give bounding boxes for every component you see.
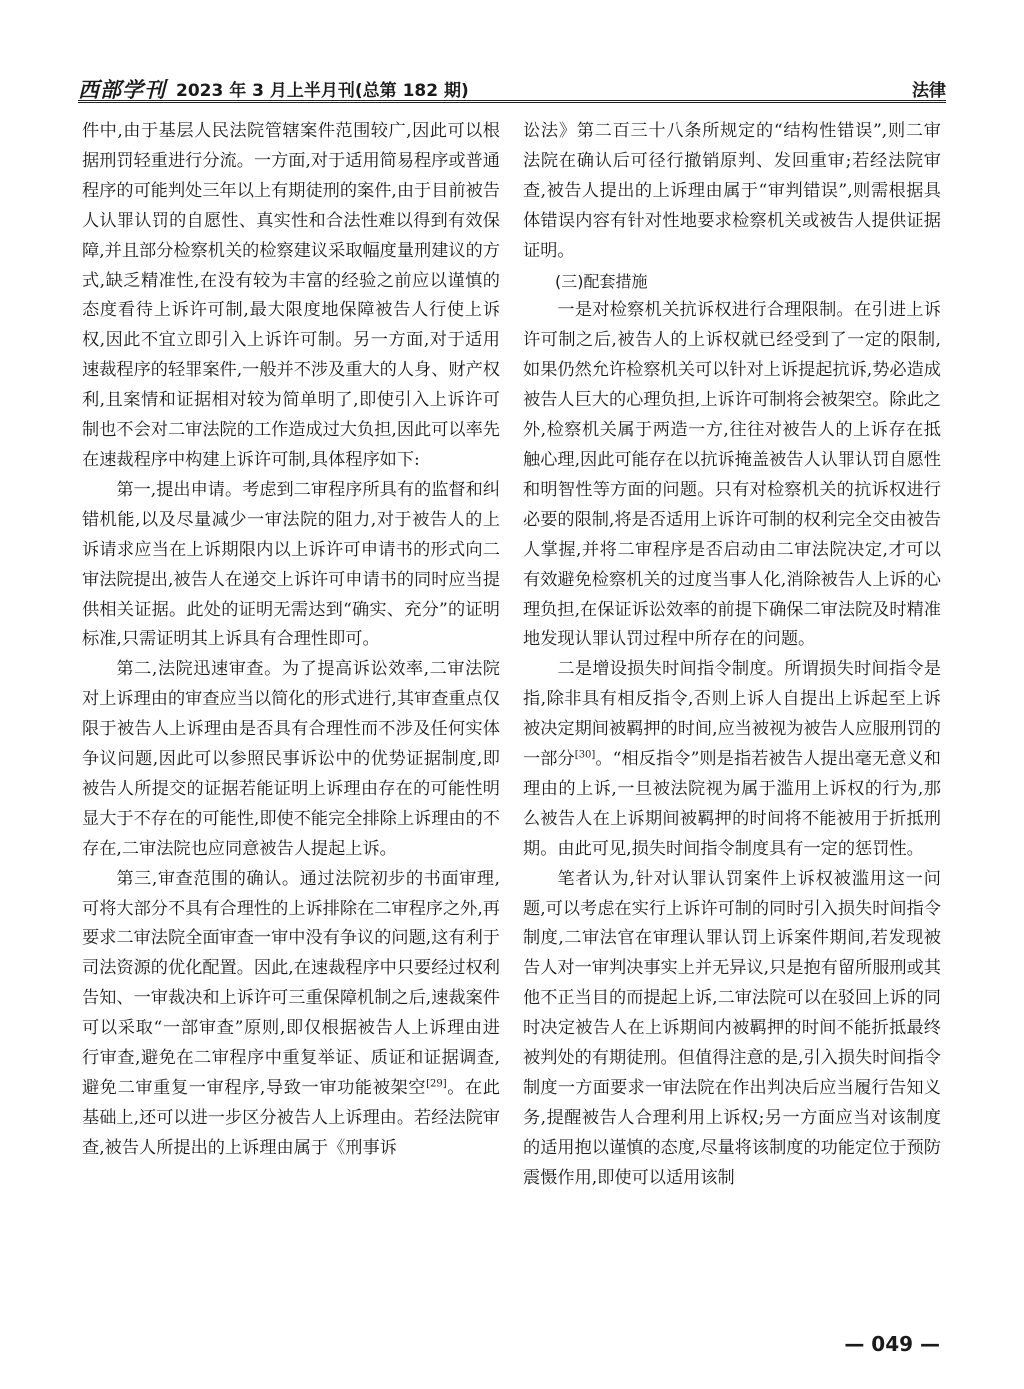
paragraph-text: 一是对检察机关抗诉权进行合理限制。在引进上诉许可制之后,被告人的上诉权就已经受到了一定的限制,如果仍然允许检察机关可以针对上诉提起抗诉,势必造成被告人巨大的心理负担,上诉许可制将会被架空。除此之外,检察机关属于两造一方,往往对被告人的上诉存在抵触心理,因此可能存在以抗诉掩盖被告人认罪认罚自愿性和明智性等方面的问题。只有对检察机关的抗诉权进行必要的限制,将是否适用上诉许可制的权利完全交由被告人掌握,并将二审程序是否启动由二审法院决定,才可以有效避免检察机关的过度当事人化,消除被告人上诉的心理负担,在保证诉讼效率的前提下确保二审法院及时精准地发现认罪认罚过程中所存在的问题。 [523, 300, 941, 650]
paragraph-text: 二是增设损失时间指令制度。所谓损失时间指令是指,除非具有相反指令,否则上诉人自提出上诉起至上诉被决定期间被羁押的时间,应当被视为被告人应服刑罚的一部分 [523, 659, 941, 770]
paragraph-text: 。“相反指令”则是指若被告人提出毫无意义和理由的上诉,一旦被法院视为属于滥用上诉权的行为,那么被告人在上诉期间被羁押的时间将不能被用于折抵刑期。由此可见,损失时间指令制度具有一定的惩罚性。 [523, 749, 941, 859]
paragraph [82, 865, 500, 1164]
paragraph-continued [523, 117, 941, 267]
paragraph-text: 件中,由于基层人民法院管辖案件范围较广,因此可以根据刑罚轻重进行分流。一方面,对于适用简易程序或普通程序的可能判处三年以上有期徒刑的案件,由于目前被告人认罪认罚的自愿性、真实性和合法性难以得到有效保障,并且部分检察机关的检察建议采取幅度量刑建议的方式,缺乏精准性,在没有较为丰富的经验之前应以谨慎的态度看待上诉许可制,最大限度地保障被告人行使上诉权,因此不宜立即引入上诉许可制。另一方面,对于适用速裁程序的轻罪案件,一般并不涉及重大的人身、财产权利,且案情和证据相对较为简单明了,即使引入上诉许可制也不会对二审法院的工作造成过大负担,因此可以率先在速裁程序中构建上诉许可制,具体程序如下: [82, 121, 500, 470]
paragraph [82, 655, 500, 864]
paragraph-continued [82, 117, 500, 476]
page-number: — 049 — [844, 1332, 940, 1356]
paragraph-text: 讼法》第二百三十八条所规定的“结构性错误”,则二审法院在确认后可径行撤销原判、发回重审;若经法院审查,被告人提出的上诉理由属于“审判错误”,则需根据具体错误内容有针对性地要求检察机关或被告人提供证据证明。 [523, 121, 941, 261]
page-header [78, 64, 946, 104]
citation-reference: [29] [426, 1078, 447, 1090]
paragraph [523, 865, 941, 1194]
paragraph [523, 296, 941, 655]
paragraph-text: 笔者认为,针对认罪认罚案件上诉权被滥用这一问题,可以考虑在实行上诉许可制的同时引入损失时间指令制度,二审法官在审理认罪认罚上诉案件期间,若发现被告人对一审判决事实上并无异议,只是抱有留所服刑或其他不正当目的而提起上诉,二审法院可以在驳回上诉的同时决定被告人在上诉期间内被羁押的时间不能折抵最终被判处的有期徒刑。但值得注意的是,引入损失时间指令制度一方面要求一审法院在作出判决后应当履行告知义务,提醒被告人合理利用上诉权;另一方面应当对该制度的适用抱以谨慎的态度,尽量将该制度的功能定位于预防震慑作用,即使可以适用该制 [523, 868, 941, 1188]
journal-logo: 西部学刊 [78, 77, 166, 102]
paragraph-text: 第一,提出申请。考虑到二审程序所具有的监督和纠错机能,以及尽量减少一审法院的阻力,对于被告人的上诉请求应当在上诉期限内以上诉许可申请书的形式向二审法院提出,被告人在递交上诉许可申请书的同时应当提供相关证据。此处的证明无需达到“确实、充分”的证明标准,只需证明其上诉具有合理性即可。 [82, 479, 500, 650]
paragraph-text: 第二,法院迅速审查。为了提高诉讼效率,二审法院对上诉理由的审查应当以简化的形式进行,其审查重点仅限于被告人上诉理由是否具有合理性而不涉及任何实体争议问题,因此可以参照民事诉讼中的优势证据制度,即被告人所提交的证据若能证明上诉理由存在的可能性明显大于不存在的可能性,即使不能完全排除上诉理由的不存在,二审法院也应同意被告人提起上诉。 [82, 659, 500, 859]
paragraph [82, 476, 500, 655]
citation-reference: [30] [574, 749, 596, 761]
section-name: 法律 [912, 81, 946, 101]
paragraph-text: 。在此基础上,还可以进一步区分被告人上诉理由。若经法院审查,被告人所提出的上诉理由属于《刑事诉 [82, 1078, 500, 1158]
header-divider [78, 100, 946, 103]
left-column [82, 117, 500, 1164]
paragraph-text: (三)配套措施 [555, 271, 648, 291]
paragraph [523, 655, 941, 864]
issue-info: 2023 年 3 月上半月刊(总第 182 期) [176, 81, 469, 101]
right-column [523, 117, 941, 1194]
paragraph-text: 第三,审查范围的确认。通过法院初步的书面审理,可将大部分不具有合理性的上诉排除在二审程序之外,再要求二审法院全面审查一审中没有争议的问题,这有利于司法资源的优化配置。因此,在速裁程序中只要经过权利告知、一审裁决和上诉许可三重保障机制之后,速裁案件可以采取“一部审查”原则,即仅根据被告人上诉理由进行审查,避免在二审程序中重复举证、质证和证据调查,避免二审重复一审程序,导致一审功能被架空 [82, 868, 500, 1098]
subsection-heading [523, 267, 941, 297]
